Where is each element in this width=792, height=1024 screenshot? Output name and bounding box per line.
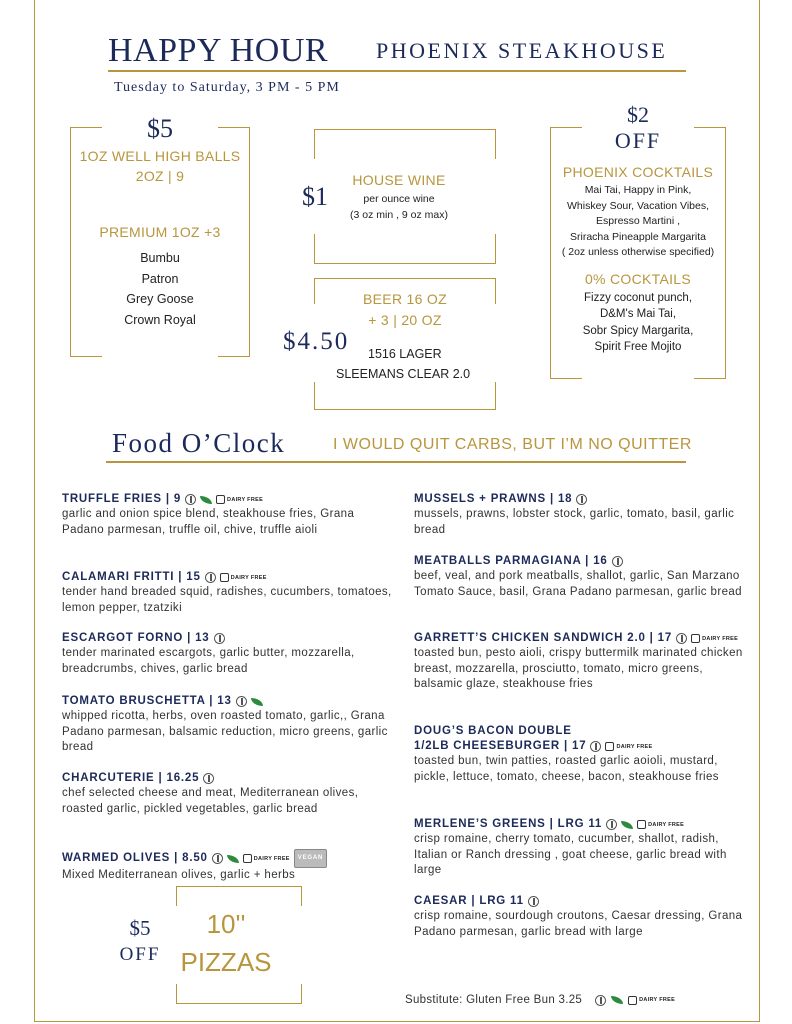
vegan-icon: VEGAN [294,849,327,868]
premium-item: Patron [141,271,179,286]
item-description: crisp romaine, sourdough croutons, Caesar dressing, Grana Padano parmesan, garlic bread with large [414,910,743,938]
item-description: garlic and onion spice blend, steakhouse fries, Grana Padano parmesan, truffle oil, chive, truffle aioli [62,508,355,536]
cow-icon [628,996,637,1005]
beer-item-sleemans: SLEEMANS CLEAR 2.0 [336,367,471,381]
cocktail-discount-off: OFF [614,128,662,153]
dairy-free-icon [637,820,684,829]
item-description: tender hand breaded squid, radishes, cucumbers, tomatoes, lemon pepper, tzatziki [62,586,392,614]
gluten-free-icon [185,494,196,505]
menu-item-merlenes-greens [414,817,744,879]
item-description: whipped ricotta, herbs, oven roasted tomato, garlic,, Grana Padano parmesan, balsamic reduction, micro greens, garlic bread [62,710,388,754]
pizza-label-group [176,908,276,980]
food-section-title: Food O’Clock [112,428,286,458]
item-name: ESCARGOT FORNO | 13 [62,632,210,644]
highball-heading: 1OZ WELL HIGH BALLS [79,148,241,164]
beer-heading: BEER 16 OZ [363,291,447,307]
gluten-free-icon [528,896,539,907]
dairy-free-label: DAIRY FREE [227,496,264,503]
gluten-free-icon [606,819,617,830]
gluten-free-icon [595,995,606,1006]
highball-section [70,114,250,330]
gluten-free-icon [205,572,216,583]
dairy-free-label: DAIRY FREE [648,821,685,828]
pizza-bracket-top [176,886,302,906]
premium-item: Bumbu [140,251,180,265]
cow-icon [691,634,700,643]
zero-cocktails-heading: 0% COCKTAILS [584,270,692,287]
wine-price: $1 [302,182,328,211]
beer-price: $4.50 [283,328,350,355]
menu-item-escargot [62,631,392,677]
beer-20oz-price: + 3 | 20 OZ [368,312,442,328]
item-description: crisp romaine, cherry tomato, cucumber, shallot, radish, Italian or Ranch dressing , goat cheese, garlic bread with large [414,833,727,877]
wine-limits: (3 oz min , 9 oz max) [349,208,449,221]
menu-item-caesar [414,894,744,940]
menu-item-truffle-fries [62,492,392,538]
menu-item-mussels-prawns [414,492,744,538]
page-title: HAPPY HOUR [108,32,329,69]
pizza-discount-off: OFF [119,944,161,965]
premium-item: Grey Goose [126,292,194,306]
zero-cocktails-list [546,290,730,356]
dairy-free-label: DAIRY FREE [253,855,290,862]
cow-icon [243,854,252,863]
zero-cocktail-line: Spirit Free Mojito [594,341,682,353]
dairy-free-label: DAIRY FREE [702,635,739,642]
dairy-free-label: DAIRY FREE [616,743,653,750]
item-name: CHARCUTERIE | 16.25 [62,772,200,784]
substitute-note [405,994,675,1006]
zero-cocktail-line: Sobr Spicy Margarita, [582,324,694,337]
beer-bracket-bottom [314,382,496,410]
gluten-free-icon [576,494,587,505]
dairy-free-icon [691,634,738,643]
cocktail-line: Espresso Martini , [595,215,681,227]
menu-item-meatballs [414,554,744,600]
pizza-discount-amount: $5 [129,916,151,940]
item-name: 1/2LB CHEESEBURGER | 17 [414,740,587,752]
cow-icon [637,820,646,829]
dairy-free-icon [243,854,290,863]
phoenix-cocktails-list [546,183,730,261]
pizza-size: 10'' [206,909,246,939]
premium-heading: PREMIUM 1OZ +3 [99,224,221,240]
item-name: TRUFFLE FRIES | 9 [62,493,182,505]
menu-item-charcuterie [62,771,392,817]
wine-section [336,172,462,223]
beer-item-lager: 1516 LAGER [368,347,442,361]
menu-item-cheeseburger [414,724,744,785]
cocktail-discount-amount: $2 [627,102,649,127]
item-description: tender marinated escargots, garlic butter, mozzarella, breadcrumbs, chives, garlic bread [62,647,355,675]
title-divider [108,70,686,72]
cow-icon [605,742,614,751]
vegetarian-leaf-icon [621,821,633,829]
item-description: chef selected cheese and meat, Mediterranean olives, roasted garlic, pickled vegetables, garlic bread [62,787,359,815]
gluten-free-icon [212,853,223,864]
dairy-free-icon [216,495,263,504]
item-name: TOMATO BRUSCHETTA | 13 [62,695,232,707]
substitute-text: Substitute: Gluten Free Bun 3.25 [405,994,583,1006]
cow-icon [216,495,225,504]
happy-hour-times: Tuesday to Saturday, 3 PM - 5 PM [114,80,340,95]
cocktail-line: ( 2oz unless otherwise specified) [561,246,715,258]
dairy-free-icon [628,996,675,1005]
vegetarian-leaf-icon [251,698,263,706]
gluten-free-icon [590,741,601,752]
premium-item: Crown Royal [124,312,196,327]
gluten-free-icon [214,633,225,644]
cocktail-section [546,102,730,356]
item-description: toasted bun, pesto aioli, crispy buttermilk marinated chicken breast, mozzarella, prosciutto, tomato, micro greens, balsamic glaze, steakhouse fries [414,647,743,691]
food-section-tagline: I WOULD QUIT CARBS, BUT I’M NO QUITTER [333,436,692,453]
dairy-free-label: DAIRY FREE [230,574,267,581]
gluten-free-icon [203,773,214,784]
premium-list [70,248,250,330]
highball-2oz-price: 2OZ | 9 [135,168,185,184]
wine-bracket-bottom [314,234,496,264]
beer-heading-group [330,291,480,328]
menu-item-warmed-olives [62,849,392,884]
cocktail-line: Sriracha Pineapple Margarita [570,230,706,243]
zero-cocktail-line: Fizzy coconut punch, [583,291,693,304]
cow-icon [220,573,229,582]
item-description: Mixed Mediterranean olives, garlic + herbs [62,869,296,881]
vegetarian-leaf-icon [227,855,239,863]
menu-item-calamari [62,570,392,616]
vegetarian-leaf-icon [200,496,212,504]
cocktail-line: Whiskey Sour, Vacation Vibes, [566,199,710,212]
item-name: MERLENE’S GREENS | LRG 11 [414,818,603,830]
wine-detail: per ounce wine [363,193,435,205]
pizza-bracket-bottom [176,984,302,1004]
menu-item-chicken-sandwich [414,631,744,693]
highball-price: $5 [147,114,173,143]
dairy-free-icon [605,742,652,751]
wine-heading: HOUSE WINE [352,172,446,188]
pizza-discount [112,914,168,968]
item-name-line1: DOUG’S BACON DOUBLE [414,725,572,737]
vegetarian-leaf-icon [611,996,623,1004]
gluten-free-icon [612,556,623,567]
cocktail-line: Mai Tai, Happy in Pink, [584,184,692,196]
dairy-free-icon [220,573,267,582]
item-description: beef, veal, and pork meatballs, shallot, garlic, San Marzano Tomato Sauce, basil, Grana Padano parmesan, garlic bread [414,570,742,598]
zero-cocktail-line: D&M's Mai Tai, [599,308,677,320]
pizza-label: PIZZAS [180,947,272,977]
item-name: MUSSELS + PRAWNS | 18 [414,493,573,505]
item-name: CAESAR | LRG 11 [414,895,524,907]
gluten-free-icon [676,633,687,644]
phoenix-cocktails-heading: PHOENIX COCKTAILS [562,164,714,180]
menu-item-bruschetta [62,694,392,756]
wine-bracket-top [314,129,496,159]
food-divider [106,461,686,463]
gluten-free-icon [236,696,247,707]
item-description: toasted bun, twin patties, roasted garlic aoioli, mustard, pickle, lettuce, tomato, cheese, bacon, steakhouse fries [414,755,719,783]
item-name: CALAMARI FRITTI | 15 [62,571,201,583]
item-name: MEATBALLS PARMAGIANA | 16 [414,555,608,567]
item-description: mussels, prawns, lobster stock, garlic, tomato, basil, garlic bread [414,508,735,536]
restaurant-name: PHOENIX STEAKHOUSE [376,38,668,63]
item-name: GARRETT’S CHICKEN SANDWICH 2.0 | 17 [414,632,673,644]
item-name: WARMED OLIVES | 8.50 [62,852,208,864]
dairy-free-label: DAIRY FREE [639,997,676,1003]
